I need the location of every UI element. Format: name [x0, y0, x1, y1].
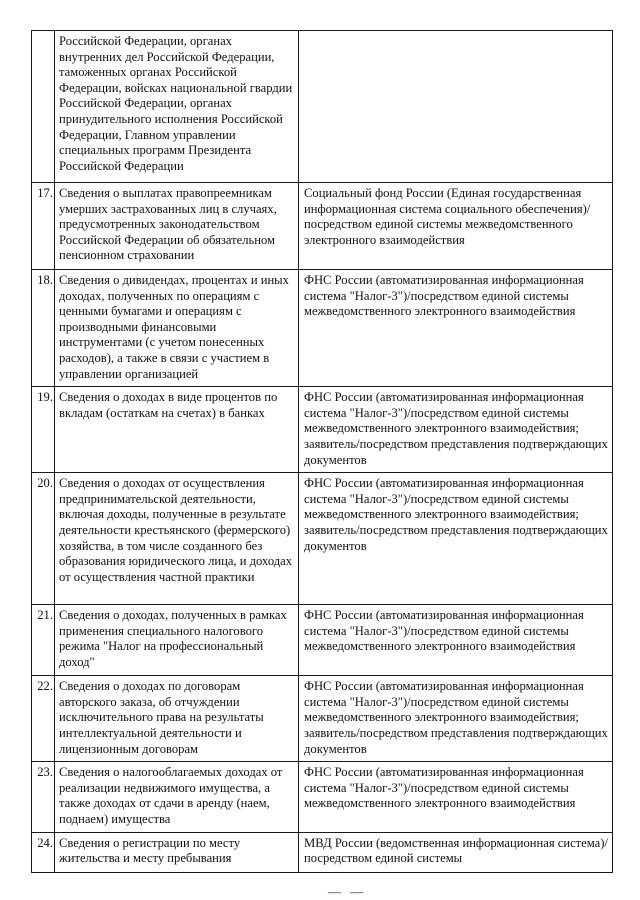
row-source: ФНС России (автоматизированная информационная система "Налог-3")/посредством единой системы межведомственного электронного взаимодействия [299, 762, 613, 832]
row-number: 19. [32, 387, 55, 473]
table-row [32, 473, 613, 605]
table-row [32, 183, 613, 270]
page-footer-mark: — — [328, 884, 367, 899]
row-description: Сведения о доходах по договорам авторского заказа, об отчуждении исключительного права на результаты интеллектуальной деятельности и лицензионным договорам [55, 676, 299, 762]
row-description: Сведения о регистрации по месту жительства и месту пребывания [55, 832, 299, 872]
table-row [32, 270, 613, 387]
document-table [31, 30, 613, 873]
row-description: Сведения о выплатах правопреемникам умерших застрахованных лиц в случаях, предусмотренных законодательством Российской Федерации об обязательном пенсионном страховании [55, 183, 299, 270]
row-number: 23. [32, 762, 55, 832]
row-number: 21. [32, 605, 55, 676]
table-row [32, 605, 613, 676]
row-description: Сведения о доходах от осуществления предпринимательской деятельности, включая доходы, полученные в результате деятельности крестьянского (фермерского) хозяйства, в том числе созданного без образования юридического лица, и доходах от осуществления частной практики [55, 473, 299, 605]
table-row [32, 676, 613, 762]
row-number: 17. [32, 183, 55, 270]
row-source [299, 31, 613, 183]
row-description: Сведения о доходах, полученных в рамках применения специального налогового режима "Налог на профессиональный доход" [55, 605, 299, 676]
table-row [32, 832, 613, 872]
row-description: Сведения о доходах в виде процентов по вкладам (остаткам на счетах) в банках [55, 387, 299, 473]
row-number: 20. [32, 473, 55, 605]
table-row [32, 387, 613, 473]
row-number: 24. [32, 832, 55, 872]
row-source: ФНС России (автоматизированная информационная система "Налог-3")/посредством единой системы межведомственного электронного взаимодействия; заявитель/посредством представления подтверждающих документов [299, 387, 613, 473]
row-number: 22. [32, 676, 55, 762]
row-source: ФНС России (автоматизированная информационная система "Налог-3")/посредством единой системы межведомственного электронного взаимодействия; заявитель/посредством представления подтверждающих документов [299, 676, 613, 762]
row-description: Сведения о дивидендах, процентах и иных доходах, полученных по операциям с ценными бумагами и операциям с производными финансовыми инструментами (с учетом понесенных расходов), а также в связи с участием в управлении организацией [55, 270, 299, 387]
row-source: МВД России (ведомственная информационная система)/посредством единой системы [299, 832, 613, 872]
row-source: ФНС России (автоматизированная информационная система "Налог-3")/посредством единой системы межведомственного электронного взаимодействия; заявитель/посредством представления подтверждающих документов [299, 473, 613, 605]
row-number [32, 31, 55, 183]
row-description: Сведения о налогооблагаемых доходах от реализации недвижимого имущества, а также доходах от сдачи в аренду (наем, поднаем) имущества [55, 762, 299, 832]
row-description: Российской Федерации, органах внутренних дел Российской Федерации, таможенных органах Российской Федерации, войсках национальной гвардии Российской Федерации, органах принудительного исполнения Российской Федерации, Главном управлении специальных программ Президента Российской Федерации [55, 31, 299, 183]
row-source: ФНС России (автоматизированная информационная система "Налог-3")/посредством единой системы межведомственного электронного взаимодействия [299, 270, 613, 387]
table-row [32, 31, 613, 183]
row-source: ФНС России (автоматизированная информационная система "Налог-3")/посредством единой системы межведомственного электронного взаимодействия [299, 605, 613, 676]
row-source: Социальный фонд России (Единая государственная информационная система социального обеспечения)/посредством единой системы межведомственного электронного взаимодействия [299, 183, 613, 270]
row-number: 18. [32, 270, 55, 387]
table-row [32, 762, 613, 832]
